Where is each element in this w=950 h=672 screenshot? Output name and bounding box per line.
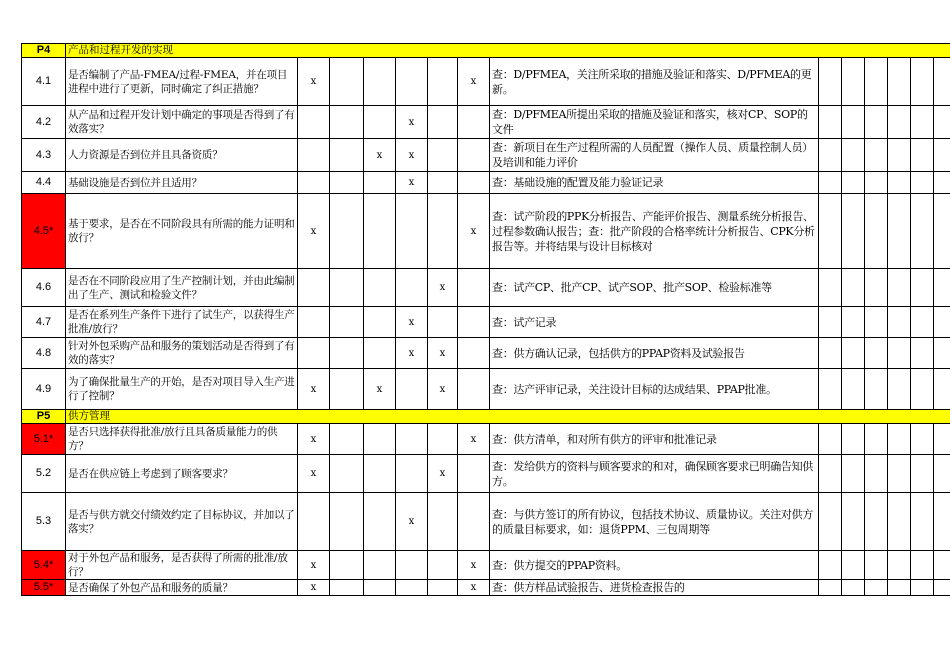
applicability-mark-cell[interactable]: x (298, 455, 330, 493)
score-cell[interactable] (911, 580, 934, 596)
applicability-mark-cell[interactable] (364, 424, 396, 455)
check-evidence-text: 查：达产评审记录，关注设计目标的达成结果、PPAP批准。 (490, 369, 819, 410)
score-cell[interactable] (842, 269, 865, 307)
score-cell[interactable] (842, 551, 865, 580)
question-number: 4.9 (22, 369, 66, 410)
applicability-mark-cell[interactable]: x (428, 269, 458, 307)
applicability-mark-cell[interactable]: x (396, 338, 428, 369)
audit-checklist-table (21, 43, 950, 596)
applicability-mark-cell[interactable] (364, 58, 396, 106)
check-evidence-text: 查：供方样品试验报告、进货检查报告的 (490, 580, 819, 596)
score-cell[interactable] (842, 369, 865, 410)
applicability-mark-cell[interactable] (364, 307, 396, 338)
score-cell[interactable] (819, 493, 842, 551)
score-cell[interactable] (934, 194, 950, 269)
applicability-mark-cell[interactable]: x (298, 551, 330, 580)
score-cell[interactable] (888, 269, 911, 307)
applicability-mark-cell[interactable]: x (458, 58, 490, 106)
applicability-mark-cell[interactable]: x (396, 493, 428, 551)
score-cell[interactable] (934, 551, 950, 580)
score-cell[interactable] (888, 455, 911, 493)
check-evidence-text: 查：D/PFMEA所提出采取的措施及验证和落实，核对CP、SOP的文件 (490, 106, 819, 139)
applicability-mark-cell[interactable] (428, 580, 458, 596)
applicability-mark-cell[interactable] (330, 269, 364, 307)
score-cell[interactable] (842, 338, 865, 369)
score-cell[interactable] (865, 455, 888, 493)
score-cell[interactable] (865, 369, 888, 410)
applicability-mark-cell[interactable] (330, 493, 364, 551)
section-header-row (22, 44, 950, 58)
score-cell[interactable] (911, 307, 934, 338)
question-text: 是否在供应链上考虑到了顾客要求？ (66, 455, 298, 493)
applicability-mark-cell[interactable] (458, 139, 490, 172)
question-row (22, 106, 950, 139)
score-cell[interactable] (865, 338, 888, 369)
applicability-mark-cell[interactable]: x (364, 139, 396, 172)
applicability-mark-cell[interactable] (458, 106, 490, 139)
check-evidence-text: 查：与供方签订的所有协议，包括技术协议、质量协议。关注对供方的质量目标要求，如：退货PPM、三包周期等 (490, 493, 819, 551)
question-text: 从产品和过程开发计划中确定的事项是否得到了有效落实？ (66, 106, 298, 139)
score-cell[interactable] (865, 493, 888, 551)
score-cell[interactable] (934, 493, 950, 551)
question-row (22, 139, 950, 172)
applicability-mark-cell[interactable] (330, 194, 364, 269)
score-cell[interactable] (888, 338, 911, 369)
score-cell[interactable] (865, 172, 888, 194)
question-number: 5.5* (22, 580, 66, 596)
applicability-mark-cell[interactable] (428, 424, 458, 455)
applicability-mark-cell[interactable] (330, 455, 364, 493)
question-number: 4.5* (22, 194, 66, 269)
score-cell[interactable] (911, 139, 934, 172)
applicability-mark-cell[interactable] (364, 269, 396, 307)
score-cell[interactable] (819, 307, 842, 338)
applicability-mark-cell[interactable] (330, 106, 364, 139)
section-title: 供方管理 (66, 410, 950, 424)
question-text: 是否确保了外包产品和服务的质量？ (66, 580, 298, 596)
score-cell[interactable] (819, 455, 842, 493)
question-text: 是否只选择获得批准/放行且具备质量能力的供方？ (66, 424, 298, 455)
check-evidence-text: 查：供方确认记录，包括供方的PPAP资料及试验报告 (490, 338, 819, 369)
question-text: 是否编制了产品-FMEA/过程-FMEA，并在项目进程中进行了更新，同时确定了纠正措施？ (66, 58, 298, 106)
applicability-mark-cell[interactable] (396, 551, 428, 580)
question-number: 4.6 (22, 269, 66, 307)
question-row (22, 455, 950, 493)
score-cell[interactable] (865, 194, 888, 269)
score-cell[interactable] (842, 493, 865, 551)
score-cell[interactable] (842, 139, 865, 172)
applicability-mark-cell[interactable]: x (458, 551, 490, 580)
score-cell[interactable] (819, 194, 842, 269)
score-cell[interactable] (934, 139, 950, 172)
question-row (22, 338, 950, 369)
applicability-mark-cell[interactable]: x (298, 194, 330, 269)
score-cell[interactable] (842, 424, 865, 455)
question-number: 5.4* (22, 551, 66, 580)
question-text: 是否与供方就交付绩效约定了目标协议，并加以了落实？ (66, 493, 298, 551)
applicability-mark-cell[interactable] (364, 106, 396, 139)
check-evidence-text: 查：新项目在生产过程所需的人员配置（操作人员、质量控制人员）及培训和能力评价 (490, 139, 819, 172)
check-evidence-text: 查：试产记录 (490, 307, 819, 338)
score-cell[interactable] (911, 455, 934, 493)
applicability-mark-cell[interactable] (298, 307, 330, 338)
section-header-row (22, 410, 950, 424)
score-cell[interactable] (934, 580, 950, 596)
applicability-mark-cell[interactable] (396, 369, 428, 410)
applicability-mark-cell[interactable] (330, 58, 364, 106)
check-evidence-text: 查：试产阶段的PPK分析报告、产能评价报告、测量系统分析报告、过程参数确认报告；查：批产阶段的合格率统计分析报告、CPK分析报告等。并将结果与设计目标核对 (490, 194, 819, 269)
check-evidence-text: 查：D/PFMEA，关注所采取的措施及验证和落实、D/PFMEA的更新。 (490, 58, 819, 106)
applicability-mark-cell[interactable]: x (364, 369, 396, 410)
applicability-mark-cell[interactable]: x (396, 172, 428, 194)
question-number: 4.2 (22, 106, 66, 139)
applicability-mark-cell[interactable]: x (298, 58, 330, 106)
question-row (22, 269, 950, 307)
score-cell[interactable] (911, 106, 934, 139)
applicability-mark-cell[interactable]: x (428, 455, 458, 493)
score-cell[interactable] (842, 580, 865, 596)
applicability-mark-cell[interactable] (396, 58, 428, 106)
question-text: 针对外包采购产品和服务的策划活动是否得到了有效的落实？ (66, 338, 298, 369)
score-cell[interactable] (842, 58, 865, 106)
score-cell[interactable] (865, 307, 888, 338)
applicability-mark-cell[interactable] (298, 493, 330, 551)
score-cell[interactable] (819, 369, 842, 410)
applicability-mark-cell[interactable]: x (458, 580, 490, 596)
score-cell[interactable] (888, 172, 911, 194)
question-row (22, 551, 950, 580)
score-cell[interactable] (888, 58, 911, 106)
applicability-mark-cell[interactable] (428, 106, 458, 139)
score-cell[interactable] (911, 493, 934, 551)
score-cell[interactable] (842, 106, 865, 139)
score-cell[interactable] (865, 58, 888, 106)
question-text: 基础设施是否到位并且适用？ (66, 172, 298, 194)
score-cell[interactable] (819, 338, 842, 369)
score-cell[interactable] (911, 424, 934, 455)
applicability-mark-cell[interactable] (458, 172, 490, 194)
score-cell[interactable] (911, 58, 934, 106)
question-row (22, 194, 950, 269)
applicability-mark-cell[interactable] (364, 551, 396, 580)
applicability-mark-cell[interactable] (458, 455, 490, 493)
applicability-mark-cell[interactable] (330, 172, 364, 194)
applicability-mark-cell[interactable] (458, 338, 490, 369)
question-row (22, 307, 950, 338)
applicability-mark-cell[interactable]: x (396, 307, 428, 338)
question-text: 基于要求，是否在不同阶段具有所需的能力证明和放行？ (66, 194, 298, 269)
applicability-mark-cell[interactable] (330, 551, 364, 580)
applicability-mark-cell[interactable] (396, 424, 428, 455)
applicability-mark-cell[interactable] (364, 455, 396, 493)
applicability-mark-cell[interactable] (428, 172, 458, 194)
check-evidence-text: 查：试产CP、批产CP、试产SOP、批产SOP、检验标准等 (490, 269, 819, 307)
question-text: 为了确保批量生产的开始，是否对项目导入生产进行了控制？ (66, 369, 298, 410)
score-cell[interactable] (911, 369, 934, 410)
score-cell[interactable] (911, 551, 934, 580)
applicability-mark-cell[interactable] (298, 338, 330, 369)
applicability-mark-cell[interactable] (364, 172, 396, 194)
applicability-mark-cell[interactable] (396, 455, 428, 493)
applicability-mark-cell[interactable] (396, 194, 428, 269)
score-cell[interactable] (888, 194, 911, 269)
applicability-mark-cell[interactable] (298, 172, 330, 194)
score-cell[interactable] (934, 307, 950, 338)
applicability-mark-cell[interactable] (458, 493, 490, 551)
score-cell[interactable] (911, 338, 934, 369)
score-cell[interactable] (888, 493, 911, 551)
score-cell[interactable] (934, 172, 950, 194)
question-text: 是否在系列生产条件下进行了试生产，以获得生产批准/放行？ (66, 307, 298, 338)
applicability-mark-cell[interactable] (298, 106, 330, 139)
question-number: 5.1* (22, 424, 66, 455)
score-cell[interactable] (819, 551, 842, 580)
check-evidence-text: 查：基础设施的配置及能力验证记录 (490, 172, 819, 194)
score-cell[interactable] (934, 455, 950, 493)
score-cell[interactable] (888, 424, 911, 455)
score-cell[interactable] (888, 580, 911, 596)
applicability-mark-cell[interactable]: x (458, 424, 490, 455)
applicability-mark-cell[interactable] (458, 369, 490, 410)
applicability-mark-cell[interactable] (330, 369, 364, 410)
applicability-mark-cell[interactable] (458, 307, 490, 338)
score-cell[interactable] (888, 369, 911, 410)
score-cell[interactable] (819, 424, 842, 455)
question-text: 是否在不同阶段应用了生产控制计划，并由此编制出了生产、测试和检验文件？ (66, 269, 298, 307)
applicability-mark-cell[interactable]: x (428, 338, 458, 369)
score-cell[interactable] (934, 106, 950, 139)
applicability-mark-cell[interactable] (396, 580, 428, 596)
applicability-mark-cell[interactable] (428, 58, 458, 106)
check-evidence-text: 查：发给供方的资料与顾客要求的和对，确保顾客要求已明确告知供方。 (490, 455, 819, 493)
score-cell[interactable] (842, 194, 865, 269)
score-cell[interactable] (934, 369, 950, 410)
question-number: 5.3 (22, 493, 66, 551)
section-id: P4 (22, 44, 66, 58)
score-cell[interactable] (819, 106, 842, 139)
score-cell[interactable] (865, 424, 888, 455)
applicability-mark-cell[interactable]: x (298, 369, 330, 410)
applicability-mark-cell[interactable] (330, 307, 364, 338)
applicability-mark-cell[interactable]: x (428, 369, 458, 410)
score-cell[interactable] (888, 106, 911, 139)
applicability-mark-cell[interactable] (428, 194, 458, 269)
question-row (22, 424, 950, 455)
score-cell[interactable] (934, 269, 950, 307)
applicability-mark-cell[interactable]: x (396, 139, 428, 172)
score-cell[interactable] (888, 551, 911, 580)
applicability-mark-cell[interactable] (428, 307, 458, 338)
score-cell[interactable] (842, 455, 865, 493)
score-cell[interactable] (911, 172, 934, 194)
question-number: 4.4 (22, 172, 66, 194)
question-number: 5.2 (22, 455, 66, 493)
question-row (22, 580, 950, 596)
question-number: 4.3 (22, 139, 66, 172)
applicability-mark-cell[interactable] (364, 493, 396, 551)
check-evidence-text: 查：供方清单，和对所有供方的评审和批准记录 (490, 424, 819, 455)
question-number: 4.7 (22, 307, 66, 338)
section-id: P5 (22, 410, 66, 424)
score-cell[interactable] (819, 58, 842, 106)
check-evidence-text: 查：供方提交的PPAP资料。 (490, 551, 819, 580)
applicability-mark-cell[interactable]: x (396, 106, 428, 139)
score-cell[interactable] (865, 139, 888, 172)
applicability-mark-cell[interactable] (428, 551, 458, 580)
question-text: 人力资源是否到位并且具备资质？ (66, 139, 298, 172)
applicability-mark-cell[interactable] (428, 493, 458, 551)
score-cell[interactable] (865, 551, 888, 580)
score-cell[interactable] (819, 139, 842, 172)
applicability-mark-cell[interactable] (330, 139, 364, 172)
applicability-mark-cell[interactable]: x (298, 424, 330, 455)
score-cell[interactable] (911, 269, 934, 307)
applicability-mark-cell[interactable] (298, 269, 330, 307)
score-cell[interactable] (888, 139, 911, 172)
question-row (22, 172, 950, 194)
applicability-mark-cell[interactable] (330, 338, 364, 369)
score-cell[interactable] (934, 338, 950, 369)
question-row (22, 58, 950, 106)
score-cell[interactable] (934, 424, 950, 455)
applicability-mark-cell[interactable]: x (458, 194, 490, 269)
score-cell[interactable] (819, 172, 842, 194)
question-row (22, 369, 950, 410)
applicability-mark-cell[interactable] (364, 580, 396, 596)
applicability-mark-cell[interactable] (298, 139, 330, 172)
applicability-mark-cell[interactable] (364, 338, 396, 369)
score-cell[interactable] (865, 106, 888, 139)
question-number: 4.8 (22, 338, 66, 369)
question-row (22, 493, 950, 551)
applicability-mark-cell[interactable] (396, 269, 428, 307)
score-cell[interactable] (819, 269, 842, 307)
section-title: 产品和过程开发的实现 (66, 44, 950, 58)
applicability-mark-cell[interactable] (428, 139, 458, 172)
applicability-mark-cell[interactable] (364, 194, 396, 269)
applicability-mark-cell[interactable] (330, 424, 364, 455)
score-cell[interactable] (865, 269, 888, 307)
score-cell[interactable] (911, 194, 934, 269)
score-cell[interactable] (888, 307, 911, 338)
score-cell[interactable] (842, 307, 865, 338)
applicability-mark-cell[interactable]: x (298, 580, 330, 596)
applicability-mark-cell[interactable] (330, 580, 364, 596)
score-cell[interactable] (934, 58, 950, 106)
score-cell[interactable] (865, 580, 888, 596)
question-number: 4.1 (22, 58, 66, 106)
score-cell[interactable] (819, 580, 842, 596)
question-text: 对于外包产品和服务，是否获得了所需的批准/放行？ (66, 551, 298, 580)
applicability-mark-cell[interactable] (458, 269, 490, 307)
score-cell[interactable] (842, 172, 865, 194)
